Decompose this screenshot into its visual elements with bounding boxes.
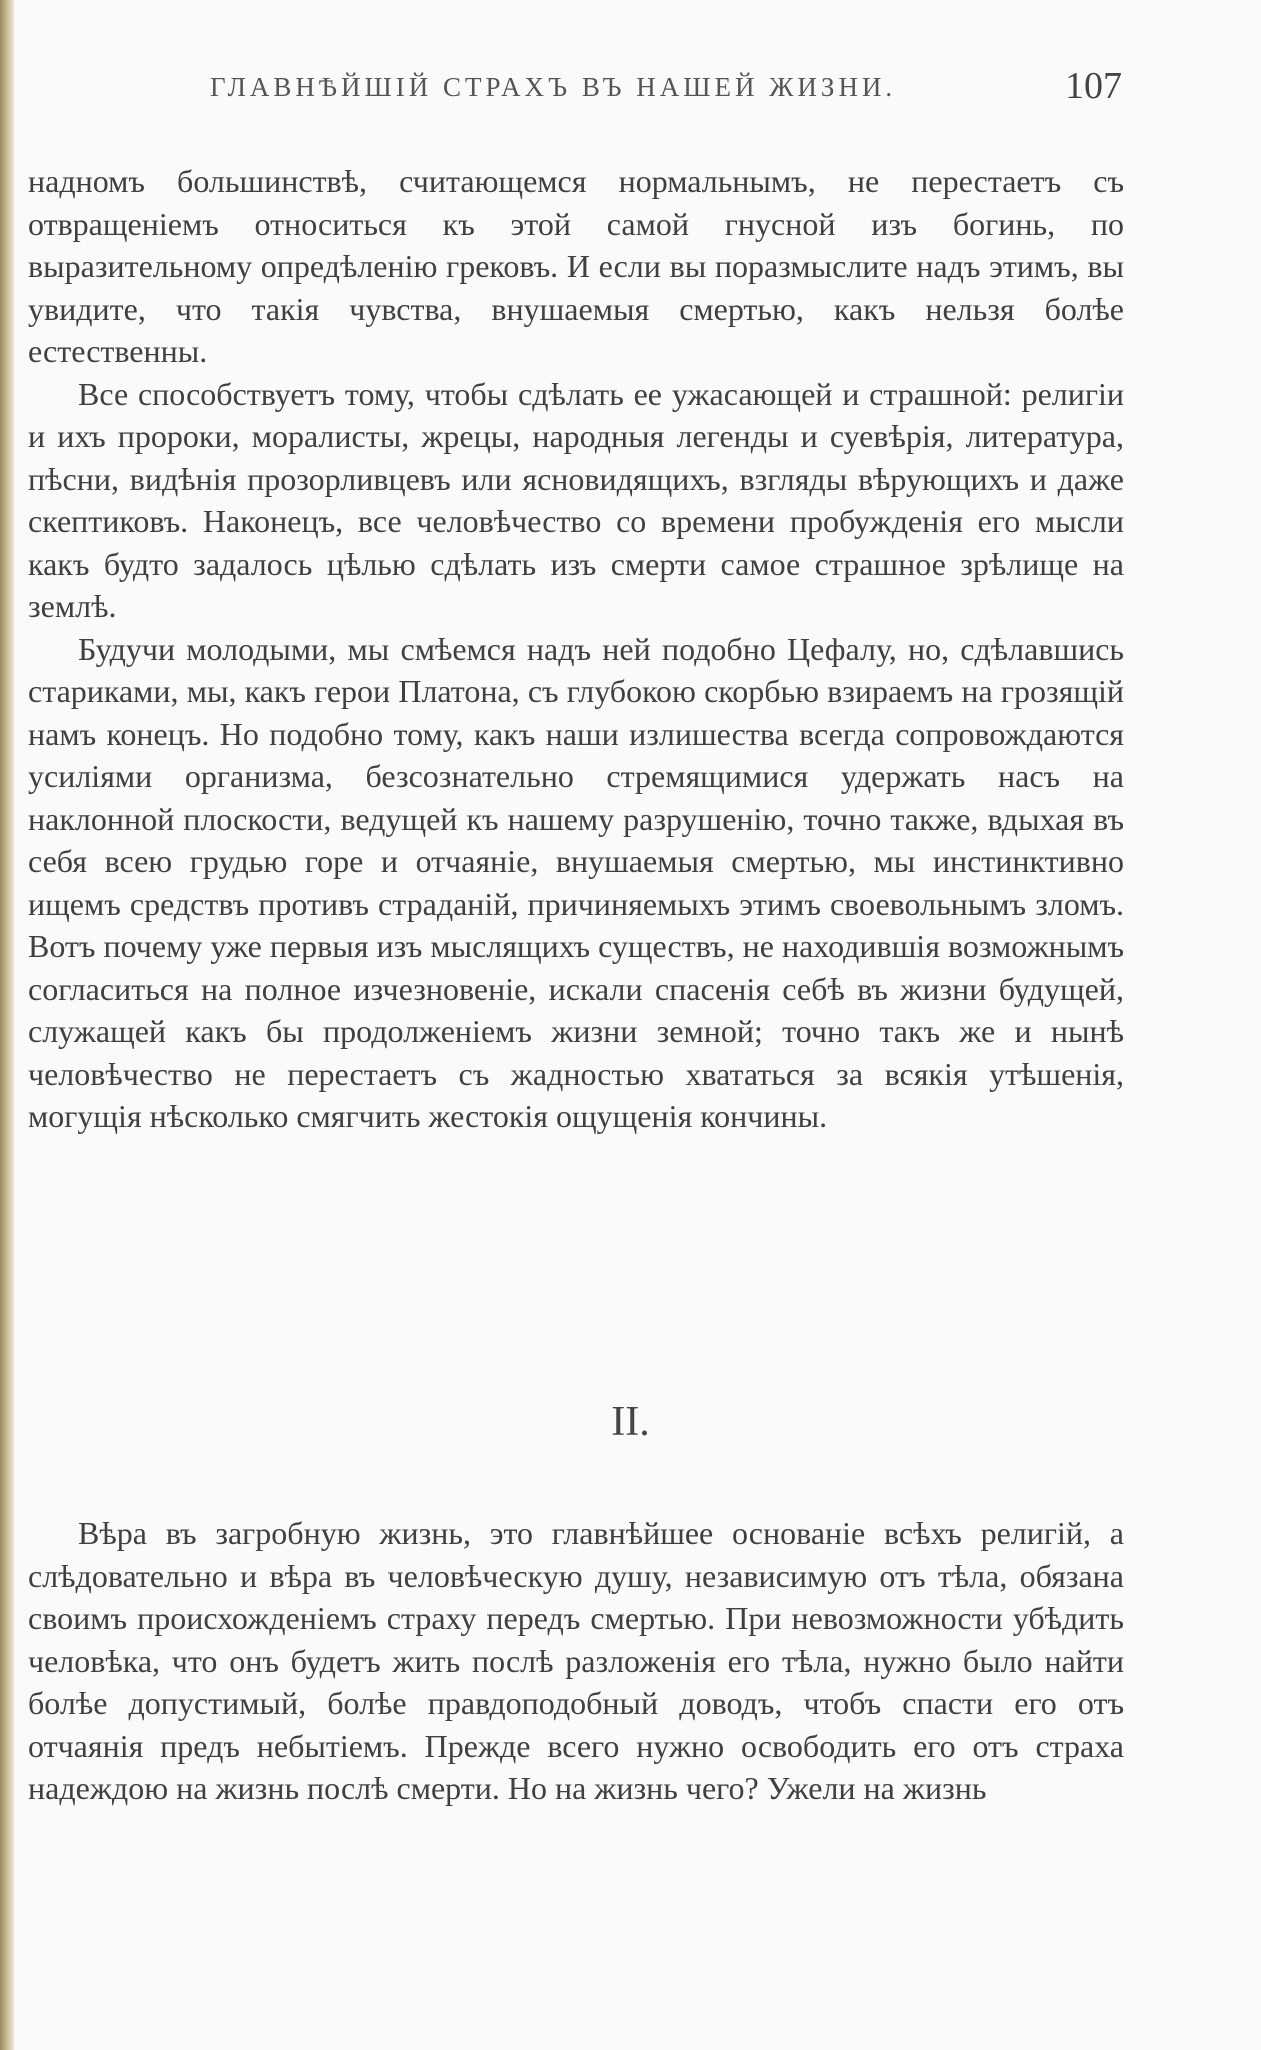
paragraph: Вѣра въ загробную жизнь, это главнѣйшее основаніе всѣхъ религій, а слѣдовательно и вѣра въ человѣческую душу, независимую отъ тѣла, обязана своимъ происхожденіемъ страху передъ смертью. При невозможности убѣдить человѣка, что онъ будетъ жить послѣ разложенія его тѣла, нужно было найти болѣе допустимый, болѣе правдоподобный доводъ, чтобъ спасти его отъ отчаянія предъ небытіемъ. Прежде всего нужно освободить его отъ страха надеждою на жизнь послѣ смерти. Но на жизнь чего? Ужели на жизнь — [28, 1515, 1124, 1806]
paragraph: надномъ большинствѣ, считающемся нормальнымъ, не перестаетъ съ отвращеніемъ относиться къ этой самой гнусной изъ богинь, по выразительному опредѣленію грековъ. И если вы поразмыслите надъ этимъ, вы увидите, что такія чувства, внушаемыя смертью, какъ нельзя болѣе естественны. — [28, 163, 1124, 369]
paragraph: Все способствуетъ тому, чтобы сдѣлать ее ужасающей и страшной: религіи и ихъ пророки, моралисты, жрецы, народныя легенды и суевѣрія, литература, пѣсни, видѣнія прозорливцевъ или ясновидящихъ, взгляды вѣрующихъ и даже скептиковъ. Наконецъ, все человѣчество со времени пробужденія его мысли какъ будто задалось цѣлью сдѣлать изъ смерти самое страшное зрѣлище на землѣ. — [28, 375, 1124, 624]
page-number: 107 — [1065, 65, 1122, 107]
running-title: ГЛАВНѢЙШІЙ СТРАХЪ ВЪ НАШЕЙ ЖИЗНИ. — [210, 72, 897, 102]
body-text-section-2 — [28, 1512, 1124, 1810]
paragraph: Будучи молодыми, мы смѣемся надъ ней подобно Цефалу, но, сдѣлавшись стариками, мы, какъ герои Платона, съ глубокою скорбью взираемъ на грозящій намъ конецъ. Но подобно тому, какъ наши излишества всегда сопровождаются усиліями организма, безсознательно стремящимися удержать насъ на наклонной плоскости, ведущей къ нашему разрушенію, точно также, вдыхая въ себя всею грудью горе и отчаяніе, внушаемыя смертью, мы инстинктивно ищемъ средствъ противъ страданій, причиняемыхъ этимъ своевольнымъ зломъ. Вотъ почему уже первыя изъ мыслящихъ существъ, не находившія возможнымъ согласиться на полное изчезновеніе, искали спасенія себѣ въ жизни будущей, служащей какъ бы продолженіемъ жизни земной; точно такъ же и нынѣ человѣчество не перестаетъ съ жадностью хвататься за всякія утѣшенія, могущія нѣсколько смягчить жестокія ощущенія кончины. — [28, 630, 1124, 1134]
running-head — [210, 64, 1122, 114]
book-spine-edge — [0, 0, 14, 2050]
section-heading-numeral: II. — [611, 1399, 650, 1445]
body-text-section-1 — [28, 160, 1124, 1138]
